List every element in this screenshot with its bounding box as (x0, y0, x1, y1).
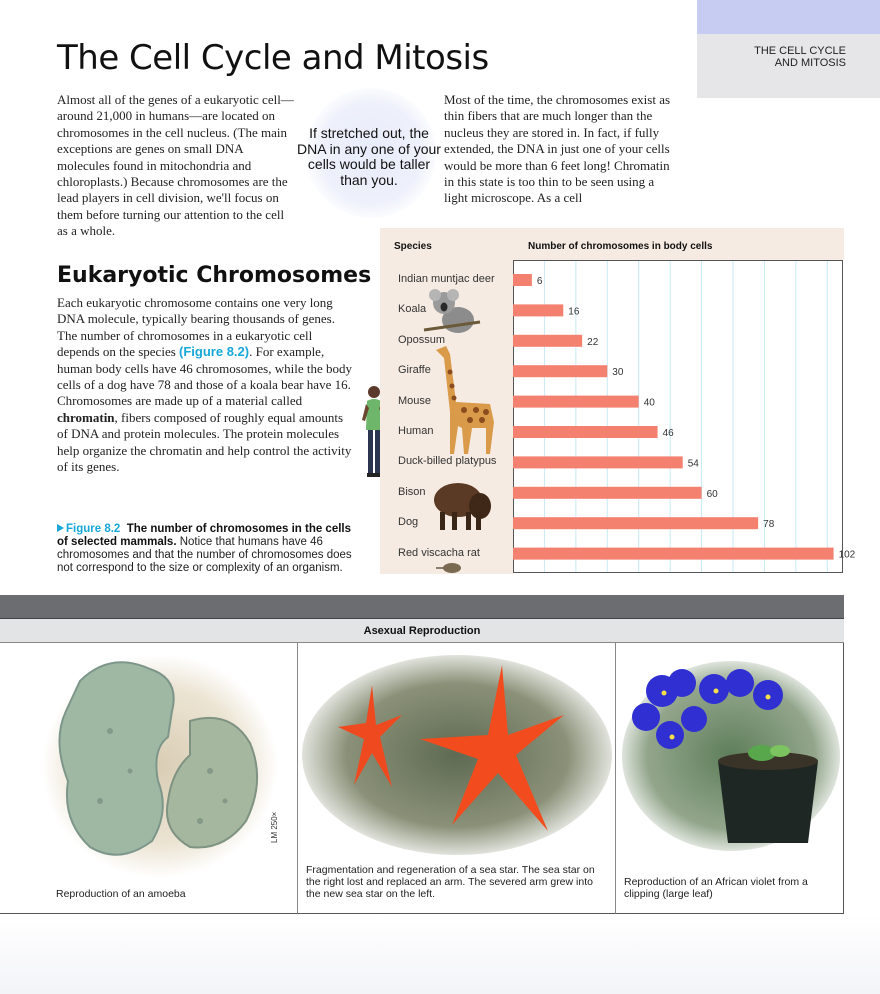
chart-value-label: 60 (706, 488, 718, 500)
caption-arrow-icon (57, 524, 64, 532)
intro-paragraph-right: Most of the time, the chromosomes exist as thin fibers that are much longer than the nucleus they are stored in. In fact, if fully extended, the DNA in just one of your cells would be more than 6 feet long! Chromatin in this state is too thin to be seen using a light microscope. As a cell (444, 92, 671, 206)
chart-value-label: 22 (587, 336, 599, 348)
term-chromatin: chromatin (57, 409, 115, 425)
section-paragraph (57, 295, 353, 475)
asexual-header-label: Asexual Reproduction (363, 625, 481, 637)
section-tab[interactable] (754, 45, 846, 69)
section-tab-line2: AND MITOSIS (774, 57, 846, 69)
microscope-scale-label: LM 250× (270, 811, 279, 843)
species-label: Red viscacha rat (398, 546, 480, 559)
figure-title: The number of chromosomes in the cells of selected mammals. (57, 523, 352, 548)
chart-xlabel: Number of chromosomes in body cells (528, 241, 713, 252)
chart-bar (513, 487, 702, 499)
figure-caption-text: Notice that humans have 46 chromosomes and that the number of chromosomes does not correspond to the size or complexity of an organism. (57, 536, 352, 574)
african-violet-caption: Reproduction of an African violet from a clipping (large leaf) (624, 876, 808, 900)
species-label: Human (398, 425, 434, 437)
figure-caption (57, 523, 357, 575)
page-bottom-background (0, 914, 880, 994)
pullquote-text: If stretched out, the DNA in any one of your cells would be taller than you. (297, 125, 441, 188)
koala-illustration (424, 286, 480, 338)
chart-value-label: 102 (838, 549, 856, 561)
figure-reference-link[interactable]: (Figure 8.2) (179, 344, 250, 360)
chart-bar (513, 396, 639, 408)
chart-bar (513, 517, 758, 529)
figure-label: Figure 8.2 (66, 523, 121, 535)
viscacha-rat-illustration (434, 562, 470, 574)
intro-paragraph-left: Almost all of the genes of a eukaryotic cell—around 21,000 in humans—are located on chromosomes in the cell nucleus. (The main exceptions are genes on small DNA molecules found in mitochondria and chloroplasts.) Because chromosomes are the lead players in cell division, we'll focus on them before turning our attention to the cell as a whole. (57, 92, 294, 239)
species-label: Mouse (398, 394, 432, 407)
section-tab-color-bar (697, 0, 880, 34)
chart-bar (513, 304, 563, 316)
asexual-reproduction-figure (0, 595, 844, 914)
chart-value-label: 54 (687, 458, 699, 470)
chart-value-label: 46 (662, 428, 674, 439)
chart-value-label: 6 (536, 276, 543, 287)
species-label: Duck-billed platypus (398, 455, 497, 468)
species-label: Dog (398, 516, 419, 529)
section-text-mid: . For example, human body cells have 46 chromosomes, while the body cells of a dog have 78 and those of a koala bear have 16. Chromosomes are made up of a material called (57, 344, 352, 409)
chart-bar (513, 365, 607, 377)
asexual-header (0, 619, 844, 643)
chart-bar (513, 456, 683, 468)
sea-star-panel (297, 643, 615, 914)
giraffe-illustration (430, 342, 502, 458)
species-label: Opossum (398, 333, 446, 346)
chart-bar (513, 548, 834, 560)
chart-value-label: 40 (643, 397, 655, 409)
amoeba-panel (0, 643, 297, 914)
species-label: Giraffe (398, 364, 431, 377)
page-title: The Cell Cycle and Mitosis (57, 38, 489, 78)
sea-star-image (302, 655, 612, 855)
african-violet-image (622, 661, 840, 851)
chart-bar (513, 335, 582, 347)
chart-value-label: 78 (763, 519, 775, 531)
section-text-start: Each eukaryotic chromosome contains one very long DNA molecule, typically bearing thousands of genes. The number of chromosomes in a eukaryotic cell depends on the species (57, 295, 335, 360)
species-label: Indian muntjac deer (398, 273, 495, 285)
sea-star-caption: Fragmentation and regeneration of a sea star. The sea star on the right lost and replaced an arm. The severed arm grew into the new sea star on the left. (306, 864, 595, 900)
chart-bar (513, 426, 658, 438)
section-text-end: , fibers composed of roughly equal amounts of DNA and protein molecules. The protein molecules help organize the chromatin and help control the activity of its genes. (57, 409, 352, 475)
african-violet-panel (615, 643, 844, 914)
amoeba-image (40, 651, 280, 881)
chart-bar (513, 274, 532, 286)
chart-value-label: 30 (612, 367, 624, 379)
species-label: Bison (398, 485, 426, 498)
species-label: Koala (398, 303, 427, 316)
section-heading: Eukaryotic Chromosomes (57, 263, 372, 288)
chart-value-label: 16 (568, 306, 580, 318)
section-tab-line1: THE CELL CYCLE (754, 45, 846, 57)
bison-illustration (430, 478, 492, 532)
chart-ylabel: Species (394, 241, 432, 252)
asexual-top-bar (0, 595, 844, 619)
amoeba-caption: Reproduction of an amoeba (56, 888, 186, 900)
chromosome-bar-chart (380, 228, 856, 574)
